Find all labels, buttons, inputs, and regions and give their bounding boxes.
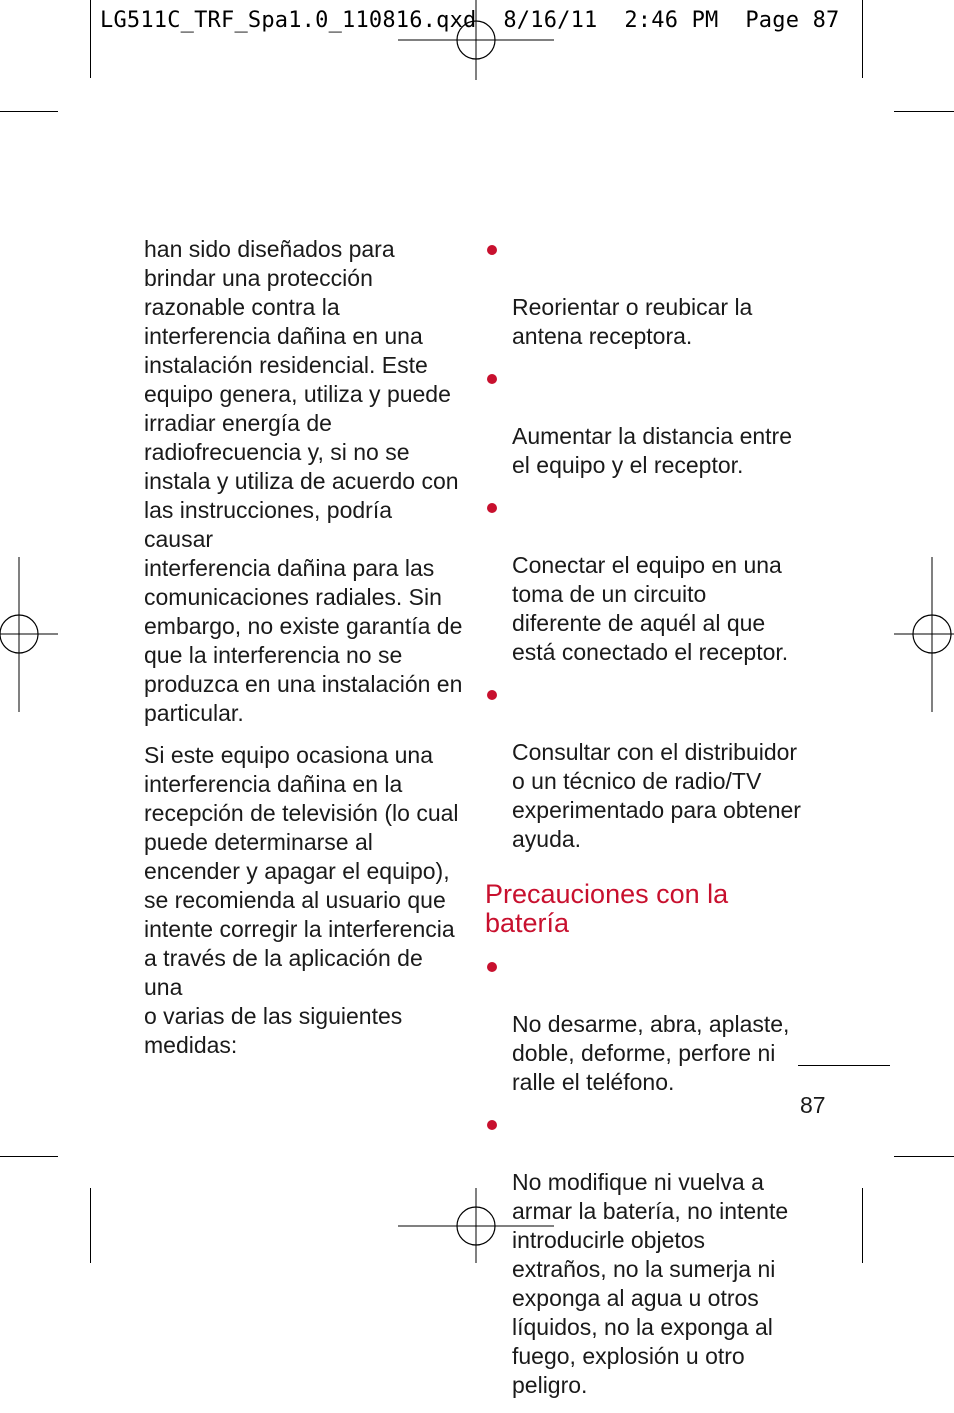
section-heading: Precauciones con la batería [485, 879, 729, 938]
fcc-paragraph: han sido diseñados para brindar una protección razonable contra la interferencia dañina en una instalación residencial. Este equipo genera, utiliza y puede irradiar energía de radiofrecuencia y, si no se instala y utiliza de acuerdo con las instrucciones, podría causar interferencia dañina para las comunicaciones radiales. Sin embargo, no existe garantía de que la interferencia no se produzca en una instalación en particular. [144, 236, 463, 726]
registration-target-left-icon [0, 557, 58, 712]
battery-item [485, 1110, 815, 1400]
measure-text: Reorientar o reubicar la antena receptora. [512, 294, 753, 349]
battery-item [485, 952, 815, 1097]
bullet-icon [487, 245, 497, 255]
measure-text: Aumentar la distancia entre el equipo y el receptor. [512, 423, 792, 478]
right-column [485, 235, 815, 1413]
registration-target-right-icon [894, 557, 954, 712]
print-slug: LG511C_TRF_Spa1.0_110816.qxd 8/16/11 2:46 PM Page 87 [100, 8, 840, 33]
page-number: 87 [800, 1092, 826, 1118]
battery-text: No modifique ni vuelva a armar la batería, no intente introducirle objetos extraños, no la sumerja ni exponga al agua u otros líquidos, no la exponga al fuego, explosión u otro peligro. [512, 1169, 789, 1398]
bullet-icon [487, 503, 497, 513]
page-number-rule [798, 1065, 890, 1066]
measure-item [485, 493, 815, 667]
measure-text: Consultar con el distribuidor o un técnico de radio/TV experimentado para obtener ayuda. [512, 739, 801, 852]
measure-item [485, 680, 815, 854]
registration-target-top-icon [398, 0, 554, 80]
measure-text: Conectar el equipo en una toma de un circuito diferente de aquél al que está conectado el receptor. [512, 552, 789, 665]
bullet-icon [487, 962, 497, 972]
interference-paragraph: Si este equipo ocasiona una interferencia dañina en la recepción de televisión (lo cual puede determinarse al encender y apagar el equipo), se recomienda al usuario que intente corregir la interferencia a través de la aplicación de una o varias de las siguientes medidas: [144, 742, 459, 1058]
bullet-icon [487, 1120, 497, 1130]
measure-item [485, 235, 815, 351]
bullet-icon [487, 374, 497, 384]
left-column [144, 235, 464, 1073]
measure-item [485, 364, 815, 480]
bullet-icon [487, 690, 497, 700]
battery-text: No desarme, abra, aplaste, doble, deforme, perfore ni ralle el teléfono. [512, 1011, 790, 1095]
